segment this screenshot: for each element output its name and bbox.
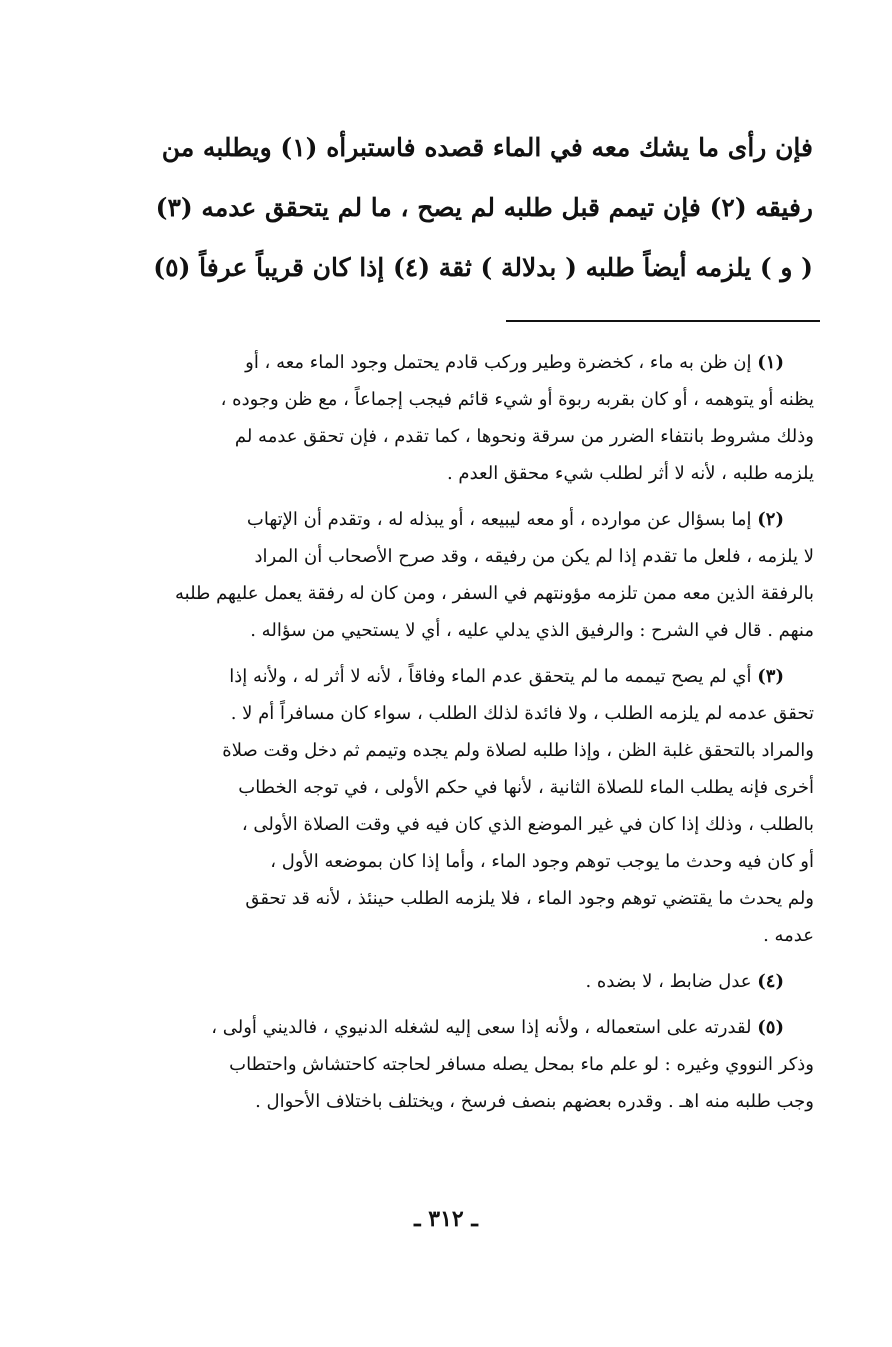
footnote-line: وجب طلبه منه اهـ . وقدره بعضهم بنصف فرسخ ، ويختلف باختلاف الأحوال . [255, 1091, 814, 1112]
footnote-line: بالرفقة الذين معه ممن تلزمه مؤونتهم في السفر ، ومن كان له رفقة يعمل عليهم طلبه [174, 583, 814, 604]
footnote-line: لا يلزمه ، فلعل ما تقدم إذا لم يكن من رفيقه ، وقد صرح الأصحاب أن المراد [254, 546, 814, 567]
footnote-line [82, 963, 814, 1000]
footnote-divider [506, 320, 820, 322]
footnote-number: (٥) [757, 1017, 784, 1038]
footnote-text: إما بسؤال عن موارده ، أو معه ليبيعه ، أو يبذله له ، وتقدم أن الإتهاب [246, 509, 752, 530]
footnote-text: أي لم يصح تيممه ما لم يتحقق عدم الماء وفاقاً ، لأنه لا أثر له ، ولأنه إذا [229, 666, 752, 687]
footnote-line [82, 501, 814, 538]
footnote-3 [82, 658, 814, 954]
page-number: ـ ٣١٢ ـ [414, 1206, 478, 1232]
main-text [85, 118, 813, 298]
main-text-line: فإن رأى ما يشك معه في الماء قصده فاستبرأه (١) ويطلبه من [161, 133, 813, 162]
footnote-2 [82, 501, 814, 649]
footnote-number: (١) [757, 352, 784, 373]
footnote-line: عدمه . [763, 925, 814, 946]
footnote-line: أو كان فيه وحدث ما يوجب توهم وجود الماء ، وأما إذا كان بموضعه الأول ، [270, 851, 814, 872]
footnote-line [82, 344, 814, 381]
footnote-line: وذكر النووي وغيره : لو علم ماء بمحل يصله مسافر لحاجته كاحتشاش واحتطاب [229, 1054, 814, 1075]
footnote-number: (٣) [757, 666, 784, 687]
footnote-text: عدل ضابط ، لا بضده . [585, 971, 752, 992]
footnote-line: بالطلب ، وذلك إذا كان في غير الموضع الذي كان فيه في وقت الصلاة الأولى ، [241, 814, 814, 835]
footnote-line: أخرى فإنه يطلب الماء للصلاة الثانية ، لأنها في حكم الأولى ، في توجه الخطاب [238, 777, 814, 798]
footnote-line: يظنه أو يتوهمه ، أو كان بقربه ربوة أو شيء قائم فيجب إجماعاً ، مع ظن وجوده ، [220, 389, 814, 410]
footnote-line: وذلك مشروط بانتفاء الضرر من سرقة ونحوها ، كما تقدم ، فإن تحقق عدمه لم [234, 426, 814, 447]
footnote-line: ولم يحدث ما يقتضي توهم وجود الماء ، فلا يلزمه الطلب حينئذ ، لأنه قد تحقق [245, 888, 814, 909]
footnote-number: (٤) [757, 971, 784, 992]
footnote-line: تحقق عدمه لم يلزمه الطلب ، ولا فائدة لذلك الطلب ، سواء كان مسافراً أم لا . [230, 703, 814, 724]
footnote-line: منهم . قال في الشرح : والرفيق الذي يدلي عليه ، أي لا يستحيي من سؤاله . [250, 620, 814, 641]
footnote-line [82, 1009, 814, 1046]
main-text-line: ( و ) يلزمه أيضاً طلبه ( بدلالة ) ثقة (٤) إذا كان قريباً عرفاً (٥) [153, 253, 813, 282]
footnote-number: (٢) [757, 509, 784, 530]
footnote-line [82, 658, 814, 695]
footnote-line: والمراد بالتحقق غلبة الظن ، وإذا طلبه لصلاة ولم يجده وتيمم ثم دخل وقت صلاة [222, 740, 814, 761]
footnote-line: يلزمه طلبه ، لأنه لا أثر لطلب شيء محقق العدم . [446, 463, 814, 484]
footnote-text: إن ظن به ماء ، كخضرة وطير وركب قادم يحتمل وجود الماء معه ، أو [245, 352, 752, 373]
footnote-1 [82, 344, 814, 492]
main-text-line: رفيقه (٢) فإن تيمم قبل طلبه لم يصح ، ما لم يتحقق عدمه (٣) [155, 193, 813, 222]
footnote-text: لقدرته على استعماله ، ولأنه إذا سعى إليه لشغله الدنيوي ، فالديني أولى ، [211, 1017, 752, 1038]
footnote-5 [82, 1009, 814, 1120]
footnote-4 [82, 963, 814, 1000]
footnotes [82, 344, 814, 1129]
